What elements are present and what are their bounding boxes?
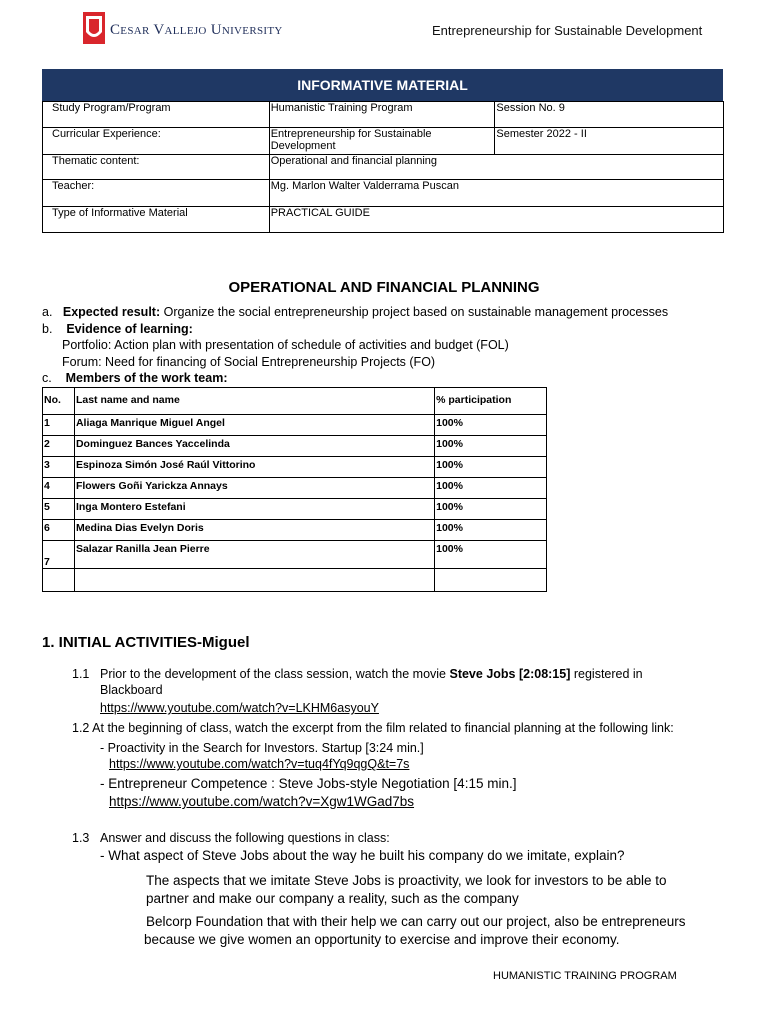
info-label: Thematic content:: [43, 155, 270, 180]
empty-cell: [74, 569, 434, 592]
table-row: [43, 520, 547, 541]
item-a: [42, 305, 668, 319]
item-b-label: Evidence of learning:: [66, 322, 193, 336]
question-1: - What aspect of Steve Jobs about the way he built his company do we imitate, explain?: [100, 848, 625, 863]
item-b-marker: b.: [42, 322, 53, 336]
footer-text: HUMANISTIC TRAINING PROGRAM: [493, 970, 677, 982]
activity-1-3-number: 1.3: [72, 831, 90, 845]
member-name: Espinoza Simón José Raúl Vittorino: [74, 457, 434, 478]
movie-link[interactable]: https://www.youtube.com/watch?v=LKHM6asyouY: [100, 701, 379, 715]
activity-1-1-blackboard: Blackboard: [100, 683, 163, 697]
member-name: Flowers Goñi Yarickza Annays: [74, 478, 434, 499]
column-header: No.: [43, 388, 75, 415]
member-participation: 100%: [435, 520, 547, 541]
table-row: [43, 457, 547, 478]
item-c-marker: c.: [42, 371, 52, 385]
activity-1-1-text: [100, 667, 643, 681]
table-row-empty: [43, 569, 547, 592]
activity-1-1-text-a: Prior to the development of the class session, watch the movie: [100, 667, 450, 681]
table-row: [43, 155, 724, 180]
table-row: [43, 541, 547, 569]
member-participation: 100%: [435, 541, 547, 569]
item-b: [42, 322, 193, 336]
answer-line-2: partner and make our company a reality, such as the company: [146, 891, 519, 906]
member-participation: 100%: [435, 499, 547, 520]
bullet-proactivity: - Proactivity in the Search for Investors. Startup [3:24 min.]: [100, 741, 424, 755]
column-header: % participation: [435, 388, 547, 415]
info-label: Teacher:: [43, 180, 270, 207]
member-participation: 100%: [435, 415, 547, 436]
portfolio-text: Portfolio: Action plan with presentation of schedule of activities and budget (FOL): [62, 338, 509, 352]
table-row: [43, 499, 547, 520]
table-row: [43, 415, 547, 436]
info-label: Curricular Experience:: [43, 128, 270, 155]
member-no: 5: [43, 499, 75, 520]
activity-1-3-text: Answer and discuss the following questions in class:: [100, 831, 390, 845]
info-value: Humanistic Training Program: [269, 102, 495, 128]
answer-line-4: because we give women an opportunity to exercise and improve their economy.: [144, 932, 620, 947]
proactivity-link[interactable]: https://www.youtube.com/watch?v=tuq4fYq9qgQ&t=7s: [109, 757, 410, 771]
answer-line-3: Belcorp Foundation that with their help we can carry out our project, also be entrepreneurs: [146, 914, 686, 929]
informative-material-heading: INFORMATIVE MATERIAL: [42, 69, 723, 101]
info-label: Study Program/Program: [43, 102, 270, 128]
activity-1-2-text: 1.2 At the beginning of class, watch the excerpt from the film related to financial planning at the following link:: [72, 721, 674, 735]
informative-material-table: [42, 101, 724, 233]
member-name: Salazar Ranilla Jean Pierre: [74, 541, 434, 569]
member-no: 4: [43, 478, 75, 499]
movie-title: Steve Jobs [2:08:15]: [449, 667, 571, 681]
negotiation-link[interactable]: https://www.youtube.com/watch?v=Xgw1WGad7bs: [109, 794, 415, 809]
item-c: [42, 371, 227, 385]
table-row: [43, 436, 547, 457]
info-label: Type of Informative Material: [43, 207, 270, 233]
members-table: [42, 387, 547, 592]
empty-cell: [435, 569, 547, 592]
initial-activities-heading: 1. INITIAL ACTIVITIES-Miguel: [42, 634, 250, 651]
info-extra: Semester 2022 - II: [495, 128, 724, 155]
member-name: Inga Montero Estefani: [74, 499, 434, 520]
member-name: Aliaga Manrique Miguel Angel: [74, 415, 434, 436]
table-row: [43, 478, 547, 499]
table-header-row: [43, 388, 547, 415]
info-value: Entrepreneurship for Sustainable Development: [269, 128, 495, 155]
member-no: 6: [43, 520, 75, 541]
item-a-text: Organize the social entrepreneurship project based on sustainable management processes: [160, 305, 669, 319]
info-value: Operational and financial planning: [269, 155, 723, 180]
university-name: Cesar Vallejo University: [110, 22, 283, 38]
info-value: Mg. Marlon Walter Valderrama Puscan: [269, 180, 723, 207]
section-title: OPERATIONAL AND FINANCIAL PLANNING: [228, 279, 540, 296]
university-logo-icon: [83, 12, 105, 44]
bullet-negotiation: - Entrepreneur Competence : Steve Jobs-style Negotiation [4:15 min.]: [100, 776, 517, 791]
table-row: [43, 207, 724, 233]
table-row: [43, 128, 724, 155]
table-row: [43, 102, 724, 128]
item-a-marker: a.: [42, 305, 53, 319]
table-row: [43, 180, 724, 207]
member-no: 1: [43, 415, 75, 436]
course-title: Entrepreneurship for Sustainable Development: [432, 23, 703, 38]
activity-1-1-text-b: registered in: [570, 667, 643, 681]
member-no: 2: [43, 436, 75, 457]
forum-text: Forum: Need for financing of Social Entrepreneurship Projects (FO): [62, 355, 436, 369]
member-no: 7: [43, 541, 75, 569]
member-no: 3: [43, 457, 75, 478]
member-participation: 100%: [435, 436, 547, 457]
answer-line-1: The aspects that we imitate Steve Jobs is proactivity, we look for investors to be able to: [146, 873, 667, 888]
item-c-label: Members of the work team:: [65, 371, 228, 385]
member-name: Medina Dias Evelyn Doris: [74, 520, 434, 541]
member-name: Dominguez Bances Yaccelinda: [74, 436, 434, 457]
column-header: Last name and name: [74, 388, 434, 415]
activity-1-1-number: 1.1: [72, 667, 90, 681]
empty-cell: [43, 569, 75, 592]
item-a-label: Expected result:: [62, 305, 161, 319]
member-participation: 100%: [435, 457, 547, 478]
member-participation: 100%: [435, 478, 547, 499]
info-extra: Session No. 9: [495, 102, 724, 128]
info-value: PRACTICAL GUIDE: [269, 207, 723, 233]
